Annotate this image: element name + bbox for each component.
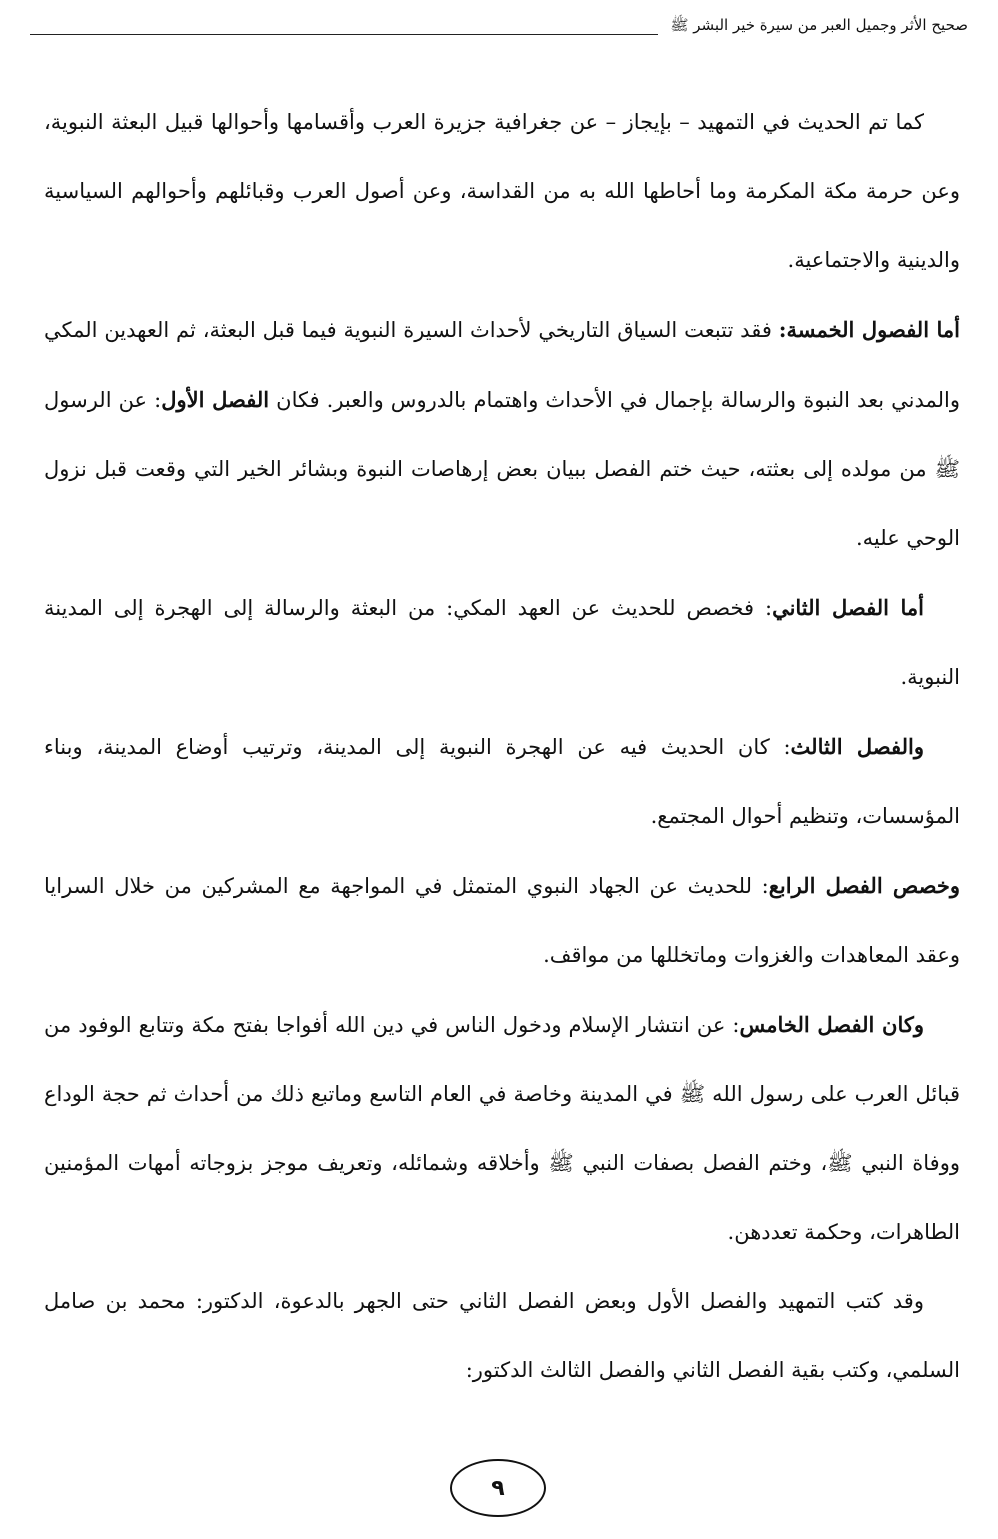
paragraph-chapter-three [44, 712, 960, 851]
header-rule [30, 34, 658, 35]
paragraph-chapter-four [44, 851, 960, 990]
running-header [30, 16, 968, 42]
page-number-badge [450, 1459, 546, 1517]
paragraph-five-chapters [44, 295, 960, 573]
running-title: صحيح الأثر وجميل العبر من سيرة خير البشر ﷺ [670, 16, 968, 34]
paragraph-chapter-two [44, 573, 960, 712]
paragraph-lead: أما الفصل الثاني [772, 595, 925, 620]
paragraph-tail: : عن الرسول ﷺ من مولده إلى بعثته، حيث ختم الفصل ببيان بعض إرهاصات النبوة وبشائر الخير التي وقعت قبل نزول الوحي عليه. [44, 388, 960, 550]
paragraph-text: فقد تتبعت السياق التاريخي لأحداث السيرة النبوية فيما قبل البعثة، ثم العهدين المكي والمدني بعد النبوة والرسالة بإجمال في الأحداث واهتمام بالدروس والعبر. فكان [44, 318, 960, 412]
paragraph-lead: والفصل الثالث [790, 734, 925, 759]
paragraph-text: : للحديث عن الجهاد النبوي المتمثل في المواجهة مع المشركين من خلال السرايا وعقد المعاهدات والغزوات وماتخللها من مواقف. [44, 874, 960, 967]
page-body [44, 88, 960, 1405]
paragraph-text: : فخصص للحديث عن العهد المكي: من البعثة والرسالة إلى الهجرة إلى المدينة النبوية. [44, 596, 960, 689]
paragraph-text: وقد كتب التمهيد والفصل الأول وبعض الفصل الثاني حتى الجهر بالدعوة، الدكتور: محمد بن صامل السلمي، وكتب بقية الفصل الثاني والفصل الثالث الدكتور: [44, 1289, 960, 1382]
paragraph-lead: وخصص الفصل الرابع [768, 873, 960, 898]
paragraph-text: : كان الحديث فيه عن الهجرة النبوية إلى المدينة، وترتيب أوضاع المدينة، وبناء المؤسسات، وتنظيم أحوال المجتمع. [44, 735, 960, 828]
paragraph-chapter-five [44, 990, 960, 1267]
paragraph-lead: أما الفصول الخمسة: [778, 317, 961, 342]
paragraph-authors [44, 1267, 960, 1405]
page-number: ٩ [491, 1475, 505, 1501]
paragraph-text: : عن انتشار الإسلام ودخول الناس في دين الله أفواجا بفتح مكة وتتابع الوفود من قبائل العرب على رسول الله ﷺ في المدينة وخاصة في العام التاسع وماتبع ذلك من أحداث ثم حجة الوداع ووفاة النبي ﷺ، وختم الفصل بصفات النبي ﷺ وأخلاقه وشمائله، وتعريف موجز بزوجاته أمهات المؤمنين الطاهرات، وحكمة تعددهن. [44, 1013, 960, 1244]
inline-chapter-title: الفصل الأول [161, 387, 270, 412]
paragraph-intro-summary [44, 88, 960, 295]
paragraph-lead: وكان الفصل الخامس [739, 1012, 924, 1037]
paragraph-text: كما تم الحديث في التمهيد – بإيجاز – عن جغرافية جزيرة العرب وأقسامها وأحوالها قبيل البعثة النبوية، وعن حرمة مكة المكرمة وما أحاطها الله به من القداسة، وعن أصول العرب وقبائلهم وأحوالهم السياسية والدينية والاجتماعية. [44, 110, 960, 272]
